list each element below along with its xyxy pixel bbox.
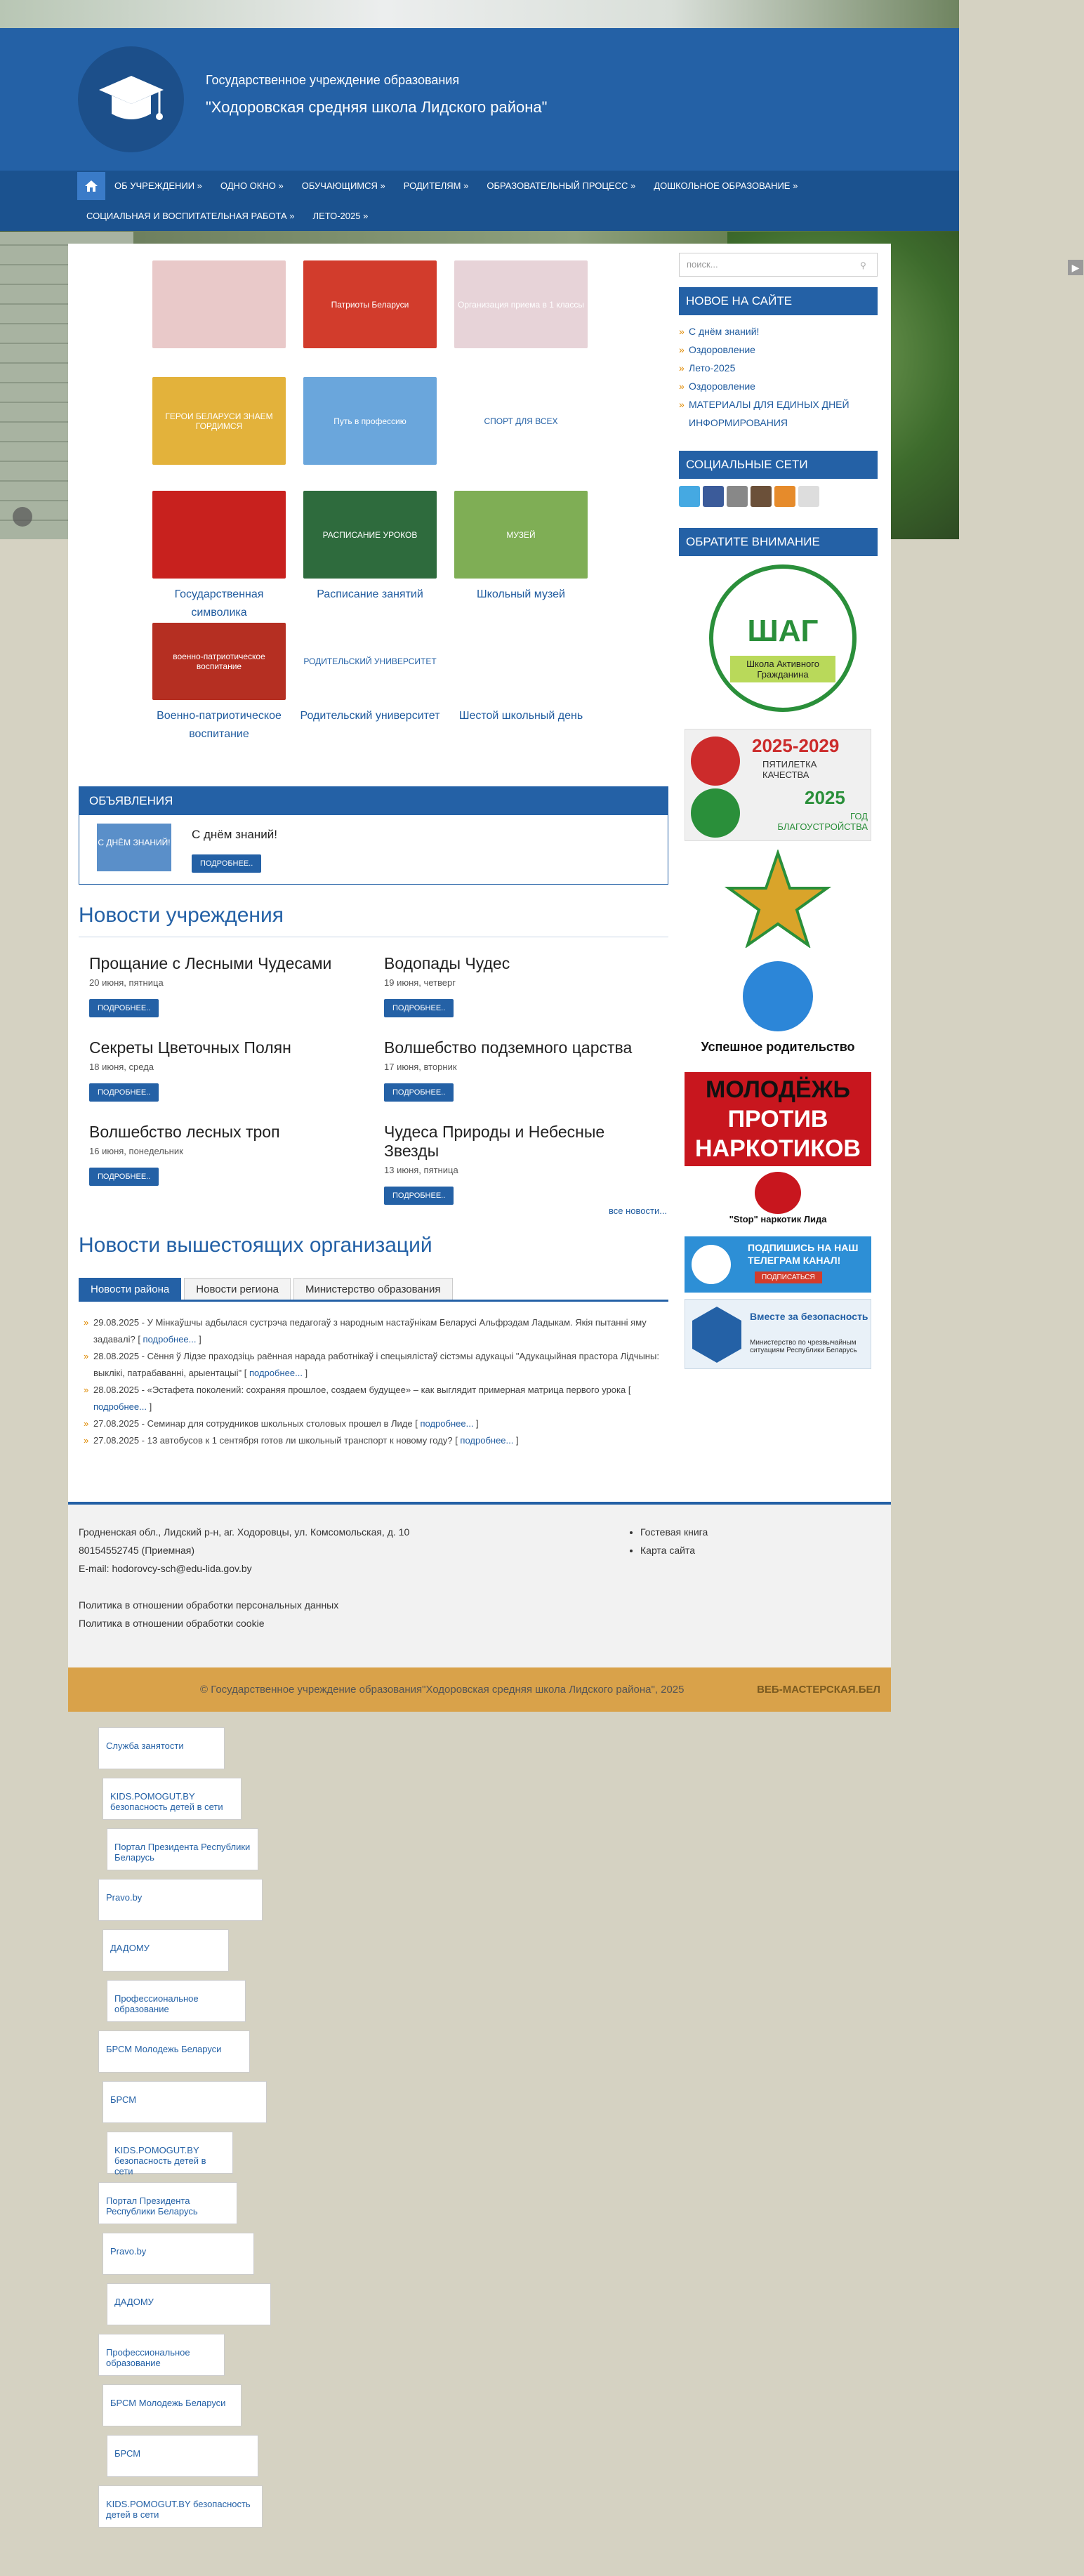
news-title[interactable]: Секреты Цветочных Полян [89, 1038, 291, 1057]
news-title[interactable]: Прощание с Лесными Чудесами [89, 954, 332, 972]
news-item [89, 1123, 342, 1186]
facebook-icon[interactable] [703, 486, 724, 507]
quick-link-tile[interactable] [300, 623, 440, 725]
mail-icon[interactable] [798, 486, 819, 507]
announcement-title[interactable]: С днём знаний! [192, 828, 277, 841]
org-news-more-link[interactable]: подробнее... [143, 1334, 197, 1345]
org-news-text: 29.08.2025 - У Мінкаўшчы адбылася сустрэча педагогаў з народным настаўнікам Беларусі Альфрэдам Ладыкам. Якія пытанні яму задавалі? [93, 1317, 647, 1345]
quick-link-caption[interactable]: Государственная символика [174, 588, 264, 619]
org-news-more-link[interactable]: подробнее... [460, 1435, 514, 1446]
quick-link-tile[interactable] [300, 260, 440, 355]
news-item [384, 1038, 637, 1102]
quick-link-tile[interactable] [451, 623, 591, 725]
news-title[interactable]: Волшебство лесных троп [89, 1123, 280, 1141]
copyright-text: © Государственное учреждение образования"Ходоровская средняя школа Лидского района", 2025 [200, 1684, 685, 1696]
news-date: 20 июня, пятница [89, 977, 164, 988]
new-on-site-item[interactable]: » МАТЕРИАЛЫ ДЛЯ ЕДИНЫХ ДНЕЙ ИНФОРМИРОВАНИЯ [679, 395, 878, 432]
home-icon[interactable] [77, 172, 105, 200]
googleplus-icon[interactable] [727, 486, 748, 507]
partner-banner[interactable]: Профессиональное образование [98, 2334, 225, 2376]
footer-address: Гродненская обл., Лидский р-н, аг. Ходоровцы, ул. Комсомольская, д. 10 [79, 1526, 410, 1538]
all-news-link[interactable]: все новости... [609, 1206, 668, 1216]
social-block [679, 451, 878, 507]
quick-link-caption[interactable]: Военно-патриотическое воспитание [157, 710, 282, 740]
telegram-banner[interactable]: ПОДПИШИСЬ НА НАШ ТЕЛЕГРАМ КАНАЛ! ПОДПИСАТЬСЯ [685, 1236, 871, 1293]
new-on-site-item[interactable]: » Оздоровление [679, 341, 878, 359]
shag-banner[interactable] [685, 564, 871, 720]
news-date: 19 июня, четверг [384, 977, 456, 988]
new-on-site-title: НОВОЕ НА САЙТЕ [679, 287, 878, 315]
org-name[interactable]: "Ходоровская средняя школа Лидского района" [206, 98, 548, 116]
quick-link-caption[interactable]: Родительский университет [300, 710, 440, 722]
school-logo[interactable] [78, 46, 184, 152]
nav-one-window[interactable]: ОДНО ОКНО » [220, 180, 284, 191]
policy-cookie-link[interactable]: Политика в отношении обработки cookie [79, 1618, 265, 1629]
search-icon[interactable]: ⚲ [860, 260, 866, 270]
news-item [89, 1038, 342, 1102]
news-more-button[interactable]: ПОДРОБНЕЕ.. [89, 1083, 159, 1102]
social-title: СОЦИАЛЬНЫЕ СЕТИ [679, 451, 878, 479]
footer-phone: 80154552745 (Приемная) [79, 1545, 195, 1556]
quick-link-image[interactable] [454, 623, 588, 700]
org-news-item: » 28.08.2025 - «Эстафета поколений: сохраняя прошлое, создаем будущее» – как выглядит примерная матрица первого урока [ подробнее... ] [84, 1382, 666, 1415]
tab-district[interactable]: Новости района [79, 1278, 181, 1300]
nav-parents[interactable]: РОДИТЕЛЯМ » [403, 180, 469, 191]
news-date: 13 июня, пятница [384, 1165, 458, 1175]
footer-email[interactable]: E-mail: hodorovcy-sch@edu-lida.gov.by [79, 1563, 252, 1574]
nav-edu-process[interactable]: ОБРАЗОВАТЕЛЬНЫЙ ПРОЦЕСС » [487, 180, 636, 191]
attention-title: ОБРАТИТЕ ВНИМАНИЕ [679, 528, 878, 556]
quick-link-tile[interactable] [451, 260, 591, 355]
new-on-site [679, 287, 878, 432]
quick-link-image[interactable]: Путь в профессию [303, 377, 437, 465]
partner-banner[interactable]: БРСМ [103, 2081, 267, 2123]
quick-link-tile[interactable] [149, 377, 289, 472]
org-news-more-link[interactable]: подробнее... [93, 1401, 147, 1412]
copyright-bar [68, 1667, 891, 1712]
news-more-button[interactable]: ПОДРОБНЕЕ.. [384, 1187, 454, 1205]
nav-preschool[interactable]: ДОШКОЛЬНОЕ ОБРАЗОВАНИЕ » [654, 180, 798, 191]
nav-about[interactable]: ОБ УЧРЕЖДЕНИИ » [114, 180, 202, 191]
partner-banner[interactable]: Портал Президента Республики Беларусь [107, 1828, 258, 1870]
quick-link-image[interactable]: МУЗЕЙ [454, 491, 588, 579]
org-news-more-link[interactable]: подробнее... [249, 1368, 303, 1378]
partner-banner[interactable]: БРСМ Молодежь Беларуси [98, 2030, 250, 2073]
quick-link-image[interactable]: Организация приема в 1 классы [454, 260, 588, 348]
twitter-icon[interactable] [679, 486, 700, 507]
news-more-button[interactable]: ПОДРОБНЕЕ.. [384, 1083, 454, 1102]
org-news-more-link[interactable]: подробнее... [420, 1418, 474, 1429]
quick-link-image[interactable]: военно-патриотическое воспитание [152, 623, 286, 700]
quick-link-tile[interactable] [451, 377, 591, 472]
quick-link-image[interactable] [152, 260, 286, 348]
nav-students[interactable]: ОБУЧАЮЩИМСЯ » [301, 180, 385, 191]
content-area [68, 244, 891, 1502]
rss-icon[interactable] [774, 486, 795, 507]
quick-link-tile[interactable] [300, 491, 440, 604]
news-title[interactable]: Водопады Чудес [384, 954, 510, 972]
announcements-title: ОБЪЯВЛЕНИЯ [79, 787, 668, 815]
shag-sub: Школа Активного Гражданина [730, 656, 835, 682]
quick-link-tile[interactable] [149, 260, 289, 355]
org-news-item: » 28.08.2025 - Сёння ў Лідзе праходзіць раённая нарада работнікаў і спецыялістаў сістэмы адукацыі "Адукацыйная прастора Лідчыны: выклікі, патрабаванні, арыентацыі" [ подробнее... ] [84, 1348, 666, 1382]
org-type: Государственное учреждение образования [206, 73, 460, 87]
star-emblem-banner[interactable] [685, 850, 871, 948]
site-header [0, 28, 959, 171]
main-nav [0, 171, 959, 231]
announcements-block [79, 786, 668, 885]
quick-link-image[interactable]: РОДИТЕЛЬСКИЙ УНИВЕРСИТЕТ [303, 623, 437, 700]
quick-link-image[interactable]: Патриоты Беларуси [303, 260, 437, 348]
quick-link-caption[interactable]: Шестой школьный день [458, 710, 583, 722]
partner-banner[interactable]: ДАДОМУ [103, 1929, 229, 1971]
news-item [384, 954, 637, 1017]
org-news-text: 28.08.2025 - «Эстафета поколений: сохраняя прошлое, создаем будущее» – как выглядит примерная матрица первого урока [93, 1385, 626, 1395]
quality-banner[interactable]: 2025-2029 ПЯТИЛЕТКА КАЧЕСТВА 2025 ГОД БЛАГОУСТРОЙСТВА [685, 729, 871, 841]
quick-link-image[interactable]: РАСПИСАНИЕ УРОКОВ [303, 491, 437, 579]
partner-banner[interactable]: БРСМ [107, 2435, 258, 2477]
org-news-text: 27.08.2025 - Семинар для сотрудников школьных столовых прошел в Лиде [93, 1418, 413, 1429]
parenting-banner[interactable]: Успешное родительство [685, 961, 871, 1059]
instagram-icon[interactable] [751, 486, 772, 507]
partner-banner[interactable]: Pravo.by [103, 2233, 254, 2275]
quick-link-caption[interactable]: Расписание занятий [317, 588, 423, 600]
sitemap-link[interactable]: • Карта сайта [640, 1541, 708, 1559]
new-on-site-item[interactable]: » Лето-2025 [679, 359, 878, 377]
footer [68, 1502, 891, 1667]
quick-link-tile[interactable] [149, 623, 289, 744]
news-date: 16 июня, понедельник [89, 1146, 183, 1156]
org-news-text: 28.08.2025 - Сёння ў Лідзе праходзіць раённая нарада работнікаў і спецыялістаў сістэмы адукацыі "Адукацыйная прастора Лідчыны: выклікі, патрабаванні, арыентацыі" [93, 1351, 659, 1378]
news-date: 18 июня, среда [89, 1062, 154, 1072]
attention-block [679, 528, 878, 556]
partner-banner[interactable]: KIDS.POMOGUT.BY безопасность детей в сети [98, 2485, 263, 2528]
tab-region[interactable]: Новости региона [184, 1278, 291, 1300]
org-news-title: Новости вышестоящих организаций [79, 1234, 432, 1257]
partner-banner[interactable]: Портал Президента Республики Беларусь [98, 2182, 237, 2224]
news-more-button[interactable]: ПОДРОБНЕЕ.. [89, 1168, 159, 1186]
org-news-tabs [79, 1278, 668, 1302]
studio-link[interactable]: ВЕБ-МАСТЕРСКАЯ.БЕЛ [757, 1684, 880, 1696]
announcement-image[interactable]: С ДНЁМ ЗНАНИЙ! [97, 824, 171, 871]
partner-banner[interactable]: Служба занятости [98, 1727, 225, 1769]
safety-banner[interactable]: Вместе за безопасность Министерство по чрезвычайным ситуациям Республики Беларусь [685, 1299, 871, 1369]
news-item [384, 1123, 637, 1205]
nav-summer[interactable]: ЛЕТО-2025 » [312, 211, 369, 221]
new-on-site-item[interactable]: » Оздоровление [679, 377, 878, 395]
shag-text: ШАГ [747, 614, 819, 648]
news-item [89, 954, 342, 1017]
policy-personal-link[interactable]: Политика в отношении обработки персональных данных [79, 1599, 339, 1611]
quick-link-tile[interactable] [149, 491, 289, 622]
news-section-title: Новости учреждения [79, 904, 284, 927]
org-news-item: » 27.08.2025 - Семинар для сотрудников школьных столовых прошел в Лиде [ подробнее... ] [84, 1415, 666, 1432]
guestbook-link[interactable]: • Гостевая книга [640, 1523, 708, 1541]
new-on-site-item[interactable]: » С днём знаний! [679, 322, 878, 341]
news-title[interactable]: Чудеса Природы и Небесные Звезды [384, 1123, 605, 1160]
stop-drug-banner[interactable]: "Stop" наркотик Лида [685, 1172, 871, 1228]
org-news-feed [84, 1314, 666, 1449]
partner-banner[interactable]: KIDS.POMOGUT.BY безопасность детей в сети [107, 2132, 233, 2174]
quick-link-caption[interactable]: Школьный музей [477, 588, 565, 600]
footer-links [640, 1523, 708, 1559]
accessibility-icon[interactable] [13, 507, 32, 527]
quick-link-tile[interactable] [300, 377, 440, 472]
partner-banner[interactable]: Профессиональное образование [107, 1980, 246, 2022]
anti-drug-banner[interactable]: МОЛОДЁЖЬ ПРОТИВ НАРКОТИКОВ [685, 1072, 871, 1166]
tab-ministry[interactable]: Министерство образования [293, 1278, 453, 1300]
announcement-more-button[interactable]: ПОДРОБНЕЕ.. [192, 854, 261, 873]
org-news-item: » 29.08.2025 - У Мінкаўшчы адбылася сустрэча педагогаў з народным настаўнікам Беларусі Альфрэдам Ладыкам. Якія пытанні яму задавалі? [ подробнее... ] [84, 1314, 666, 1348]
partner-banner[interactable]: ДАДОМУ [107, 2283, 271, 2325]
quick-link-image[interactable]: СПОРТ ДЛЯ ВСЕХ [454, 377, 588, 465]
quick-link-image[interactable]: ГЕРОИ БЕЛАРУСИ ЗНАЕМ ГОРДИМСЯ [152, 377, 286, 465]
quick-link-tile[interactable] [451, 491, 591, 604]
org-news-item: » 27.08.2025 - 13 автобусов к 1 сентября готов ли школьный транспорт к новому году? [ подробнее... ] [84, 1432, 666, 1449]
partner-banner[interactable]: Pravo.by [98, 1879, 263, 1921]
partner-banner[interactable]: KIDS.POMOGUT.BY безопасность детей в сети [103, 1778, 242, 1820]
slider-next-button[interactable]: ▶ [1068, 260, 1083, 275]
news-date: 17 июня, вторник [384, 1062, 457, 1072]
news-title[interactable]: Волшебство подземного царства [384, 1038, 633, 1057]
nav-social-work[interactable]: СОЦИАЛЬНАЯ И ВОСПИТАТЕЛЬНАЯ РАБОТА » [86, 211, 295, 221]
search-input[interactable]: поиск... [679, 253, 878, 277]
news-more-button[interactable]: ПОДРОБНЕЕ.. [89, 999, 159, 1017]
org-news-text: 27.08.2025 - 13 автобусов к 1 сентября готов ли школьный транспорт к новому году? [93, 1435, 453, 1446]
news-more-button[interactable]: ПОДРОБНЕЕ.. [384, 999, 454, 1017]
quick-link-image[interactable] [152, 491, 286, 579]
partner-banner[interactable]: БРСМ Молодежь Беларуси [103, 2384, 242, 2426]
